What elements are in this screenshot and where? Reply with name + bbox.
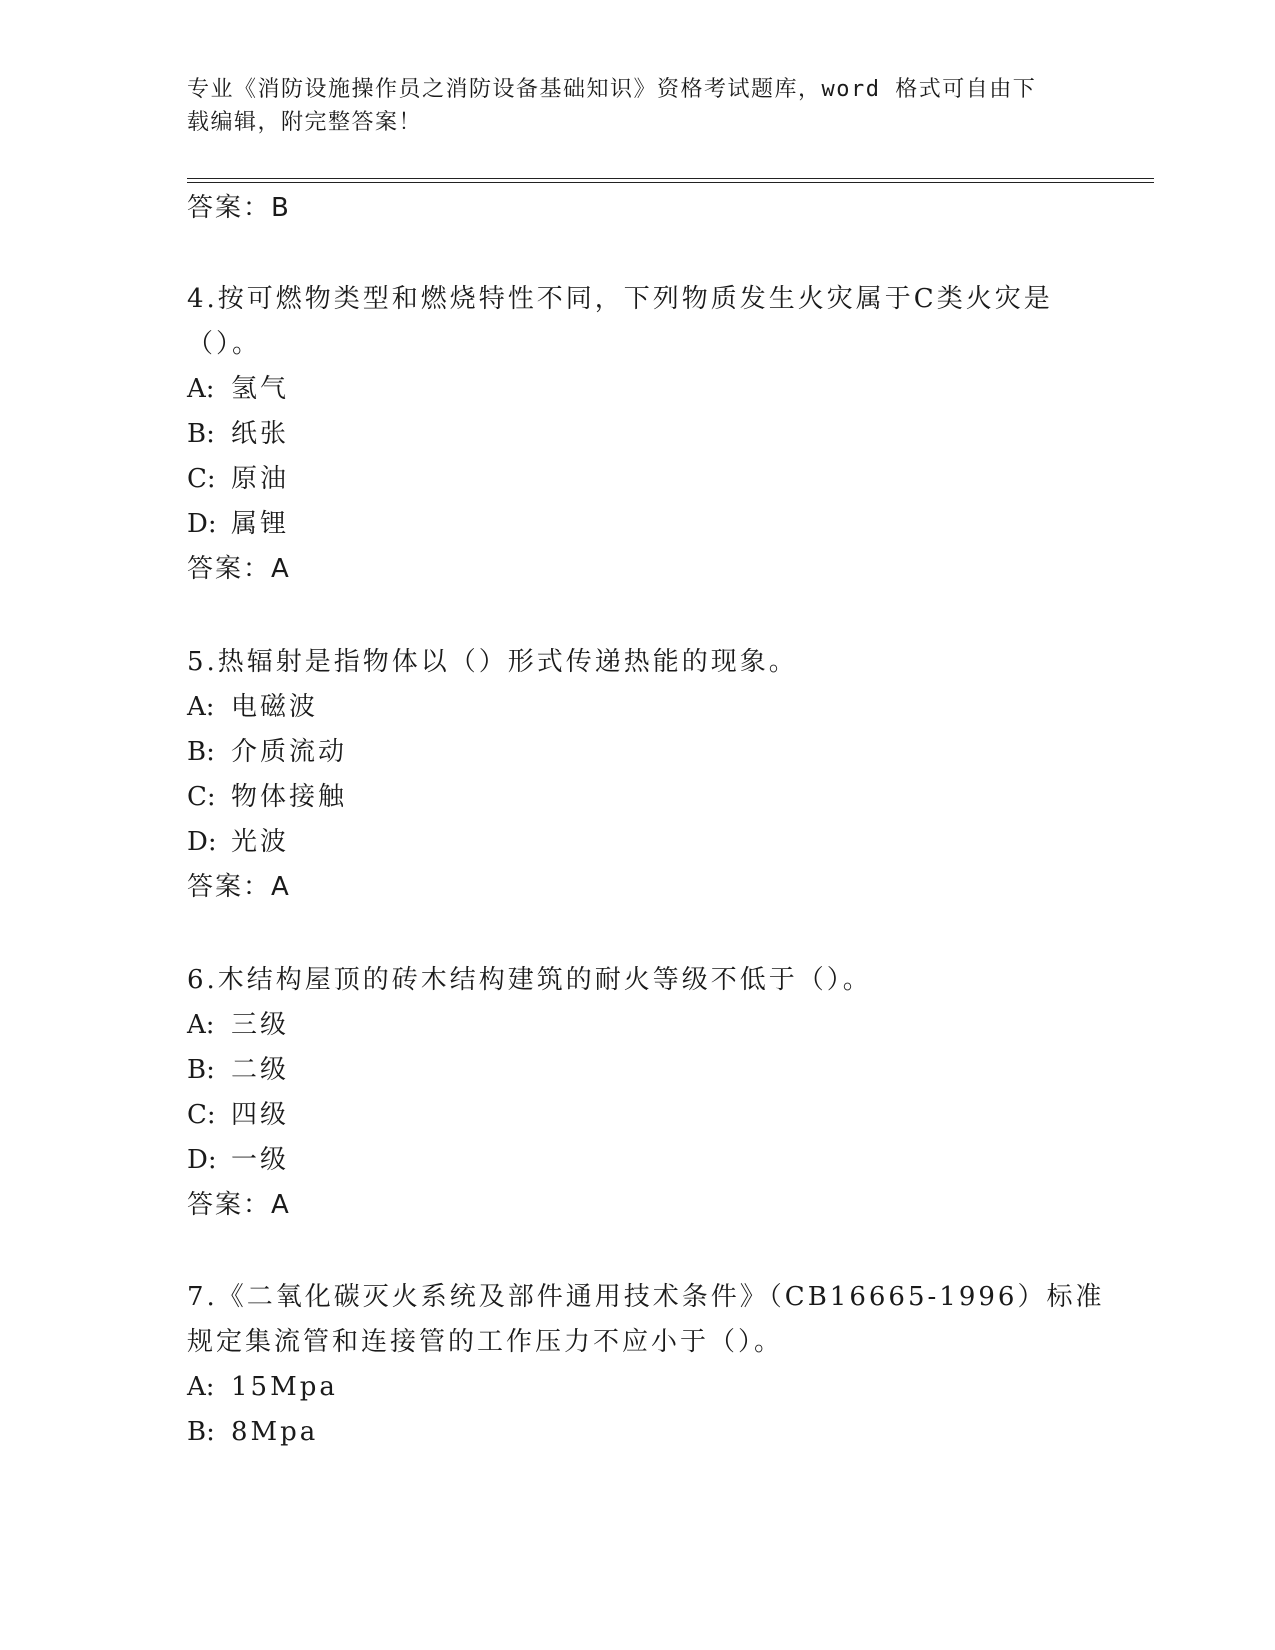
question-4-stem-line-1: 4.按可燃物类型和燃烧特性不同，下列物质发生火灾属于C类火灾是 [187, 284, 1053, 314]
option-text: 光波 [231, 827, 290, 857]
option-letter: B: [187, 737, 215, 767]
option-text: 氢气 [231, 374, 290, 404]
question-6-answer: 答案：A [187, 1190, 291, 1220]
question-7-option-b [187, 1415, 318, 1449]
question-6-option-a [187, 1008, 289, 1042]
question-4-option-b [187, 417, 289, 451]
option-letter: C: [187, 1100, 216, 1130]
option-text: 15Mpa [231, 1372, 338, 1402]
question-5-option-c [187, 780, 347, 814]
option-letter: A: [187, 1010, 215, 1040]
option-text: 二级 [231, 1055, 290, 1085]
question-4-option-a [187, 372, 289, 406]
option-letter: A: [187, 1372, 215, 1402]
question-6-option-b [187, 1053, 289, 1087]
option-letter: B: [187, 1417, 215, 1447]
option-text: 介质流动 [231, 737, 348, 767]
option-text: 属锂 [231, 509, 290, 539]
question-7-option-a [187, 1370, 338, 1404]
option-letter: D: [187, 509, 217, 539]
option-text: 四级 [231, 1100, 290, 1130]
header-divider-bottom [187, 182, 1154, 183]
header-line-1: 专业《消防设施操作员之消防设备基础知识》资格考试题库，word 格式可自由下 [187, 77, 1037, 102]
question-6-stem-line-1: 6.木结构屋顶的砖木结构建筑的耐火等级不低于（）。 [187, 965, 872, 995]
question-4-option-d [187, 507, 289, 541]
question-7-stem-line-1: 7.《二氧化碳灭火系统及部件通用技术条件》（CB16665-1996）标准 [187, 1282, 1105, 1312]
option-letter: B: [187, 419, 215, 449]
previous-answer: 答案：B [187, 193, 291, 223]
option-text: 三级 [231, 1010, 290, 1040]
question-5-answer: 答案：A [187, 872, 291, 902]
option-letter: D: [187, 1145, 217, 1175]
question-4-option-c [187, 462, 289, 496]
question-5-option-d [187, 825, 289, 859]
option-letter: C: [187, 782, 216, 812]
option-letter: B: [187, 1055, 215, 1085]
option-letter: C: [187, 464, 216, 494]
option-text: 8Mpa [231, 1417, 319, 1447]
option-letter: A: [187, 692, 215, 722]
question-5-option-a [187, 690, 318, 724]
question-4-stem-line-2: （）。 [187, 329, 262, 359]
question-6-option-c [187, 1098, 289, 1132]
option-text: 物体接触 [231, 782, 348, 812]
header-line-2: 载编辑，附完整答案！ [187, 110, 423, 135]
document-header [187, 73, 1067, 139]
question-6-option-d [187, 1143, 289, 1177]
question-5-stem-line-1: 5.热辐射是指物体以（）形式传递热能的现象。 [187, 647, 798, 677]
header-divider-top [187, 178, 1154, 179]
option-text: 一级 [231, 1145, 290, 1175]
question-4-answer: 答案：A [187, 554, 291, 584]
option-text: 纸张 [231, 419, 290, 449]
option-letter: A: [187, 374, 215, 404]
option-letter: D: [187, 827, 217, 857]
option-text: 电磁波 [231, 692, 319, 722]
option-text: 原油 [231, 464, 290, 494]
question-7-stem-line-2: 规定集流管和连接管的工作压力不应小于（）。 [187, 1327, 784, 1357]
question-5-option-b [187, 735, 347, 769]
